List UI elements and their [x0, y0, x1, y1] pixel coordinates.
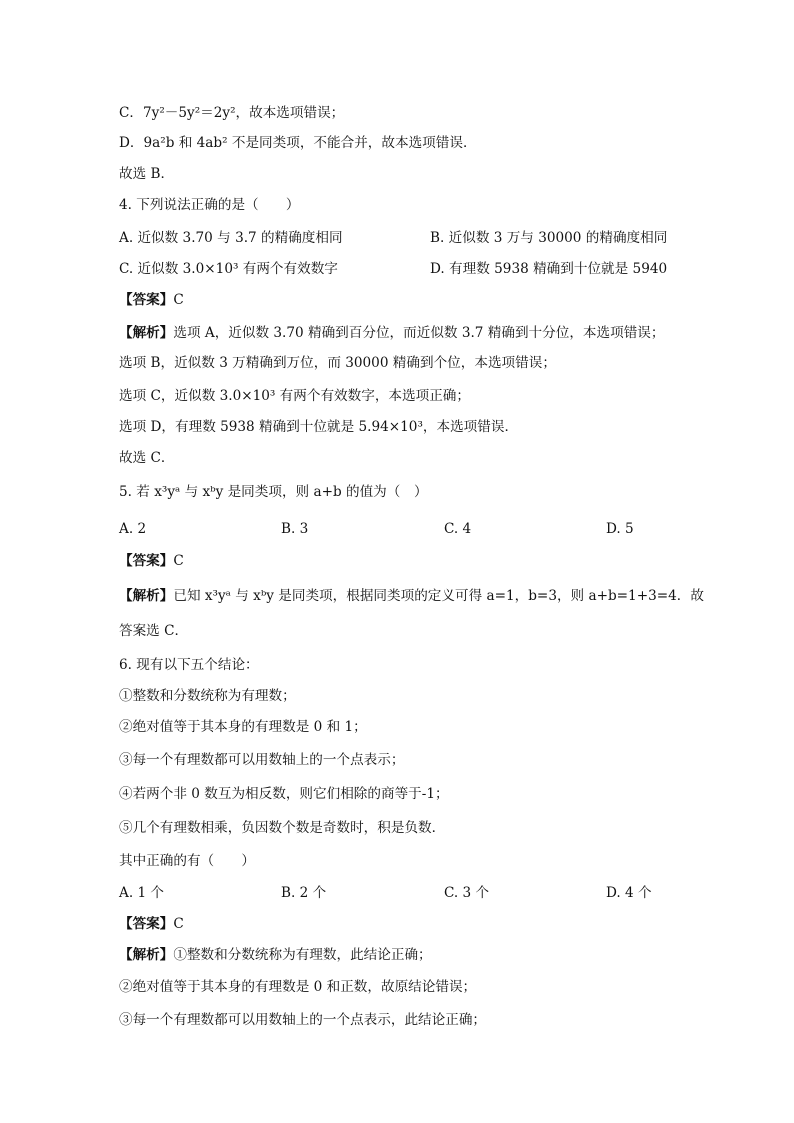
answer-value: C — [173, 292, 184, 308]
q6-answer — [119, 915, 184, 933]
q6-statement: ③每一个有理数都可以用数轴上的一个点表示； — [119, 752, 405, 768]
q3-option-c-analysis: C．7y²－5y²＝2y²，故本选项错误； — [119, 105, 345, 121]
q5-option-a: A. 2 — [119, 521, 147, 537]
q6-analysis-line: ②绝对值等于其本身的有理数是 0 和正数，故原结论错误； — [119, 979, 477, 995]
q4-option-d: D. 有理数 5938 精确到十位就是 5940 — [430, 261, 668, 277]
answer-value: C — [173, 553, 184, 569]
q5-option-c: C. 4 — [444, 521, 472, 537]
q4-option-c: C. 近似数 3.0×10³ 有两个有效数字 — [119, 261, 338, 277]
analysis-text: ①整数和分数统称为有理数，此结论正确； — [173, 947, 432, 963]
q3-conclusion: 故选 B． — [119, 166, 175, 182]
q4-option-a: A. 近似数 3.70 与 3.7 的精确度相同 — [119, 230, 343, 246]
q5-option-b: B. 3 — [281, 521, 309, 537]
q6-option-c: C. 3 个 — [444, 885, 490, 901]
q6-option-d: D. 4 个 — [606, 885, 652, 901]
q4-conclusion: 故选 C． — [119, 450, 175, 466]
q6-analysis-line — [119, 946, 432, 964]
q6-question: 其中正确的有（ ） — [119, 853, 255, 869]
answer-tag: 【答案】 — [119, 916, 174, 932]
q5-stem: 5. 若 x³yᵃ 与 xᵇy 是同类项，则 a+b 的值为（ ） — [119, 484, 428, 500]
q5-answer — [119, 552, 184, 570]
q6-stem: 6. 现有以下五个结论： — [119, 657, 259, 673]
q6-statement: ②绝对值等于其本身的有理数是 0 和 1； — [119, 719, 367, 735]
q5-analysis-line — [119, 587, 704, 605]
analysis-tag: 【解析】 — [119, 947, 174, 963]
q4-analysis-line: 选项 D，有理数 5938 精确到十位就是 5.94×10³，本选项错误． — [119, 419, 519, 435]
q6-option-a: A. 1 个 — [119, 885, 165, 901]
analysis-tag: 【解析】 — [119, 588, 174, 604]
analysis-text: 已知 x³yᵃ 与 xᵇy 是同类项，根据同类项的定义可得 a=1，b=3，则 a+b=1+3=4．故 — [173, 588, 704, 604]
q4-option-b: B. 近似数 3 万与 30000 的精确度相同 — [430, 230, 668, 246]
q5-analysis-line: 答案选 C． — [119, 623, 189, 639]
q4-analysis-line — [119, 324, 665, 342]
answer-tag: 【答案】 — [119, 292, 174, 308]
analysis-text: 选项 A，近似数 3.70 精确到百分位，而近似数 3.7 精确到十分位，本选项错误； — [173, 325, 665, 341]
analysis-tag: 【解析】 — [119, 325, 174, 341]
q6-statement: ⑤几个有理数相乘，负因数个数是奇数时，积是负数． — [119, 820, 446, 836]
q4-answer — [119, 291, 184, 309]
q3-option-d-analysis: D．9a²b 和 4ab² 不是同类项，不能合并，故本选项错误． — [119, 135, 477, 151]
q6-statement: ①整数和分数统称为有理数； — [119, 688, 296, 704]
q6-option-b: B. 2 个 — [281, 885, 327, 901]
q6-analysis-line: ③每一个有理数都可以用数轴上的一个点表示，此结论正确； — [119, 1012, 487, 1028]
q4-stem: 4. 下列说法正确的是（ ） — [119, 197, 300, 213]
q4-analysis-line: 选项 C，近似数 3.0×10³ 有两个有效数字，本选项正确； — [119, 388, 470, 404]
q5-option-d: D. 5 — [606, 521, 634, 537]
answer-value: C — [173, 916, 184, 932]
q4-analysis-line: 选项 B，近似数 3 万精确到万位，而 30000 精确到个位，本选项错误； — [119, 355, 556, 371]
answer-tag: 【答案】 — [119, 553, 174, 569]
q6-statement: ④若两个非 0 数互为相反数，则它们相除的商等于-1； — [119, 786, 449, 802]
